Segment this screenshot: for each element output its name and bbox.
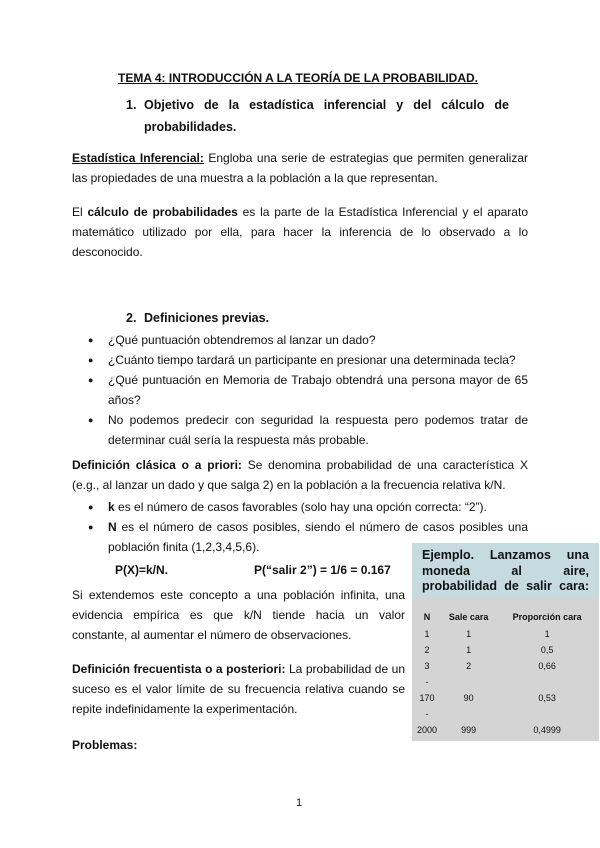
table-cell: 3 bbox=[424, 661, 430, 671]
table-cell: 2 bbox=[424, 645, 430, 655]
page-title: TEMA 4: INTRODUCCIÓN A LA TEORÍA DE LA PROBABILIDAD. bbox=[118, 71, 478, 85]
formula-example: P(“salir 2”) = 1/6 = 0.167 bbox=[254, 563, 391, 577]
table-header-row bbox=[414, 608, 597, 626]
list-item: ● ¿Qué puntuación en Memoria de Trabajo obtendrá una persona mayor de 65 años? bbox=[72, 370, 528, 410]
section-2-heading bbox=[126, 311, 269, 325]
problemas-heading: Problemas: bbox=[72, 738, 138, 752]
table-cell: 1 bbox=[466, 645, 472, 655]
frecuentista-paragraph bbox=[72, 659, 405, 719]
example-heading: Ejemplo. Lanzamos una moneda al aire, probabilidad de salir cara: bbox=[412, 543, 599, 598]
n-definition: es el número de casos posibles, siendo el número de casos posibles una población finita (1,2,3,4,5,6). bbox=[108, 520, 528, 554]
table-cell: 0,53 bbox=[538, 693, 556, 703]
table-cell: 2 bbox=[466, 661, 472, 671]
frecuentista-text: La probabilidad de un suceso es el valor límite de su frecuencia relativa cuando se repite indefinidamente la experimentación. bbox=[72, 662, 405, 716]
table-cell: 1 bbox=[424, 629, 430, 639]
column-header: Sale cara bbox=[448, 612, 489, 622]
table-row bbox=[414, 722, 597, 738]
table-cell: 0,4999 bbox=[533, 725, 561, 735]
inferencial-term: Estadística Inferencial: bbox=[72, 151, 204, 165]
list-item: ● ¿Qué puntuación obtendremos al lanzar un dado? bbox=[72, 330, 528, 350]
calculo-paragraph bbox=[72, 202, 528, 262]
clasica-paragraph bbox=[72, 455, 528, 495]
table-row bbox=[414, 690, 597, 706]
table-cell: 1 bbox=[544, 629, 550, 639]
table-cell: 90 bbox=[463, 693, 474, 703]
infinita-paragraph: Si extendemos este concepto a una población infinita, una evidencia empírica es que k/N tiende hacia un valor constante, al aumentar el número de observaciones. bbox=[72, 588, 405, 642]
questions-list bbox=[72, 330, 528, 450]
example-table bbox=[414, 608, 597, 738]
table-cell: 0,66 bbox=[538, 661, 556, 671]
section-1-line2: probabilidades. bbox=[144, 120, 237, 134]
inferencial-paragraph bbox=[72, 148, 528, 188]
column-header: Proporción cara bbox=[512, 612, 582, 622]
list-item: ● ¿Cuánto tiempo tardará un participante en presionar una determinada tecla? bbox=[72, 350, 528, 370]
inferencial-text: Engloba una serie de estrategias que permiten generalizar las propiedades de una muestra a la población a la que representan. bbox=[72, 151, 528, 185]
column-header: N bbox=[423, 612, 431, 622]
k-symbol: k bbox=[108, 500, 115, 514]
table-cell: - bbox=[425, 677, 429, 687]
table-row bbox=[414, 626, 597, 642]
table-cell bbox=[440, 706, 497, 722]
table-row bbox=[414, 706, 597, 722]
formula-general: P(X)=k/N. bbox=[115, 563, 169, 577]
table-cell: - bbox=[425, 709, 429, 719]
n-symbol: N bbox=[108, 520, 117, 534]
table-cell: 999 bbox=[461, 725, 477, 735]
k-definition: es el número de casos favorables (solo hay una opción correcta: “2”). bbox=[114, 500, 487, 514]
frecuentista-term: Definición frecuentista o a posteriori: bbox=[72, 662, 286, 676]
table-cell: 170 bbox=[419, 693, 435, 703]
table-cell: 0,5 bbox=[540, 645, 554, 655]
table-row bbox=[414, 642, 597, 658]
section-1-line1: Objetivo de la estadística inferencial y del cálculo de bbox=[144, 98, 509, 112]
table-cell: 1 bbox=[466, 629, 472, 639]
page-number: 1 bbox=[296, 797, 303, 809]
clasica-text: Se denomina probabilidad de una característica X (e.g., al lanzar un dado y que salga 2) en la población a la frecuencia relativa k/N. bbox=[72, 458, 528, 492]
table-row bbox=[414, 674, 597, 690]
section-1-heading bbox=[126, 94, 509, 138]
section-1-number: 1. bbox=[126, 98, 137, 112]
calculo-pre: El bbox=[72, 205, 88, 219]
list-item bbox=[72, 497, 528, 517]
section-2-number: 2. bbox=[126, 311, 137, 325]
table-cell bbox=[440, 674, 497, 690]
calculo-text: es la parte de la Estadística Inferencial y el aparato matemático utilizado por ella, para hacer la inferencia de lo observado a lo desconocido. bbox=[72, 205, 528, 259]
table-cell: 2000 bbox=[416, 725, 438, 735]
clasica-term: Definición clásica o a priori: bbox=[72, 458, 242, 472]
section-2-label: Definiciones previas. bbox=[144, 311, 270, 325]
table-cell bbox=[497, 674, 597, 690]
list-item: ● No podemos predecir con seguridad la respuesta pero podemos tratar de determinar cuál sería la respuesta más probable. bbox=[72, 410, 528, 450]
calculo-term: cálculo de probabilidades bbox=[87, 205, 238, 219]
table-row bbox=[414, 658, 597, 674]
table-cell bbox=[497, 706, 597, 722]
